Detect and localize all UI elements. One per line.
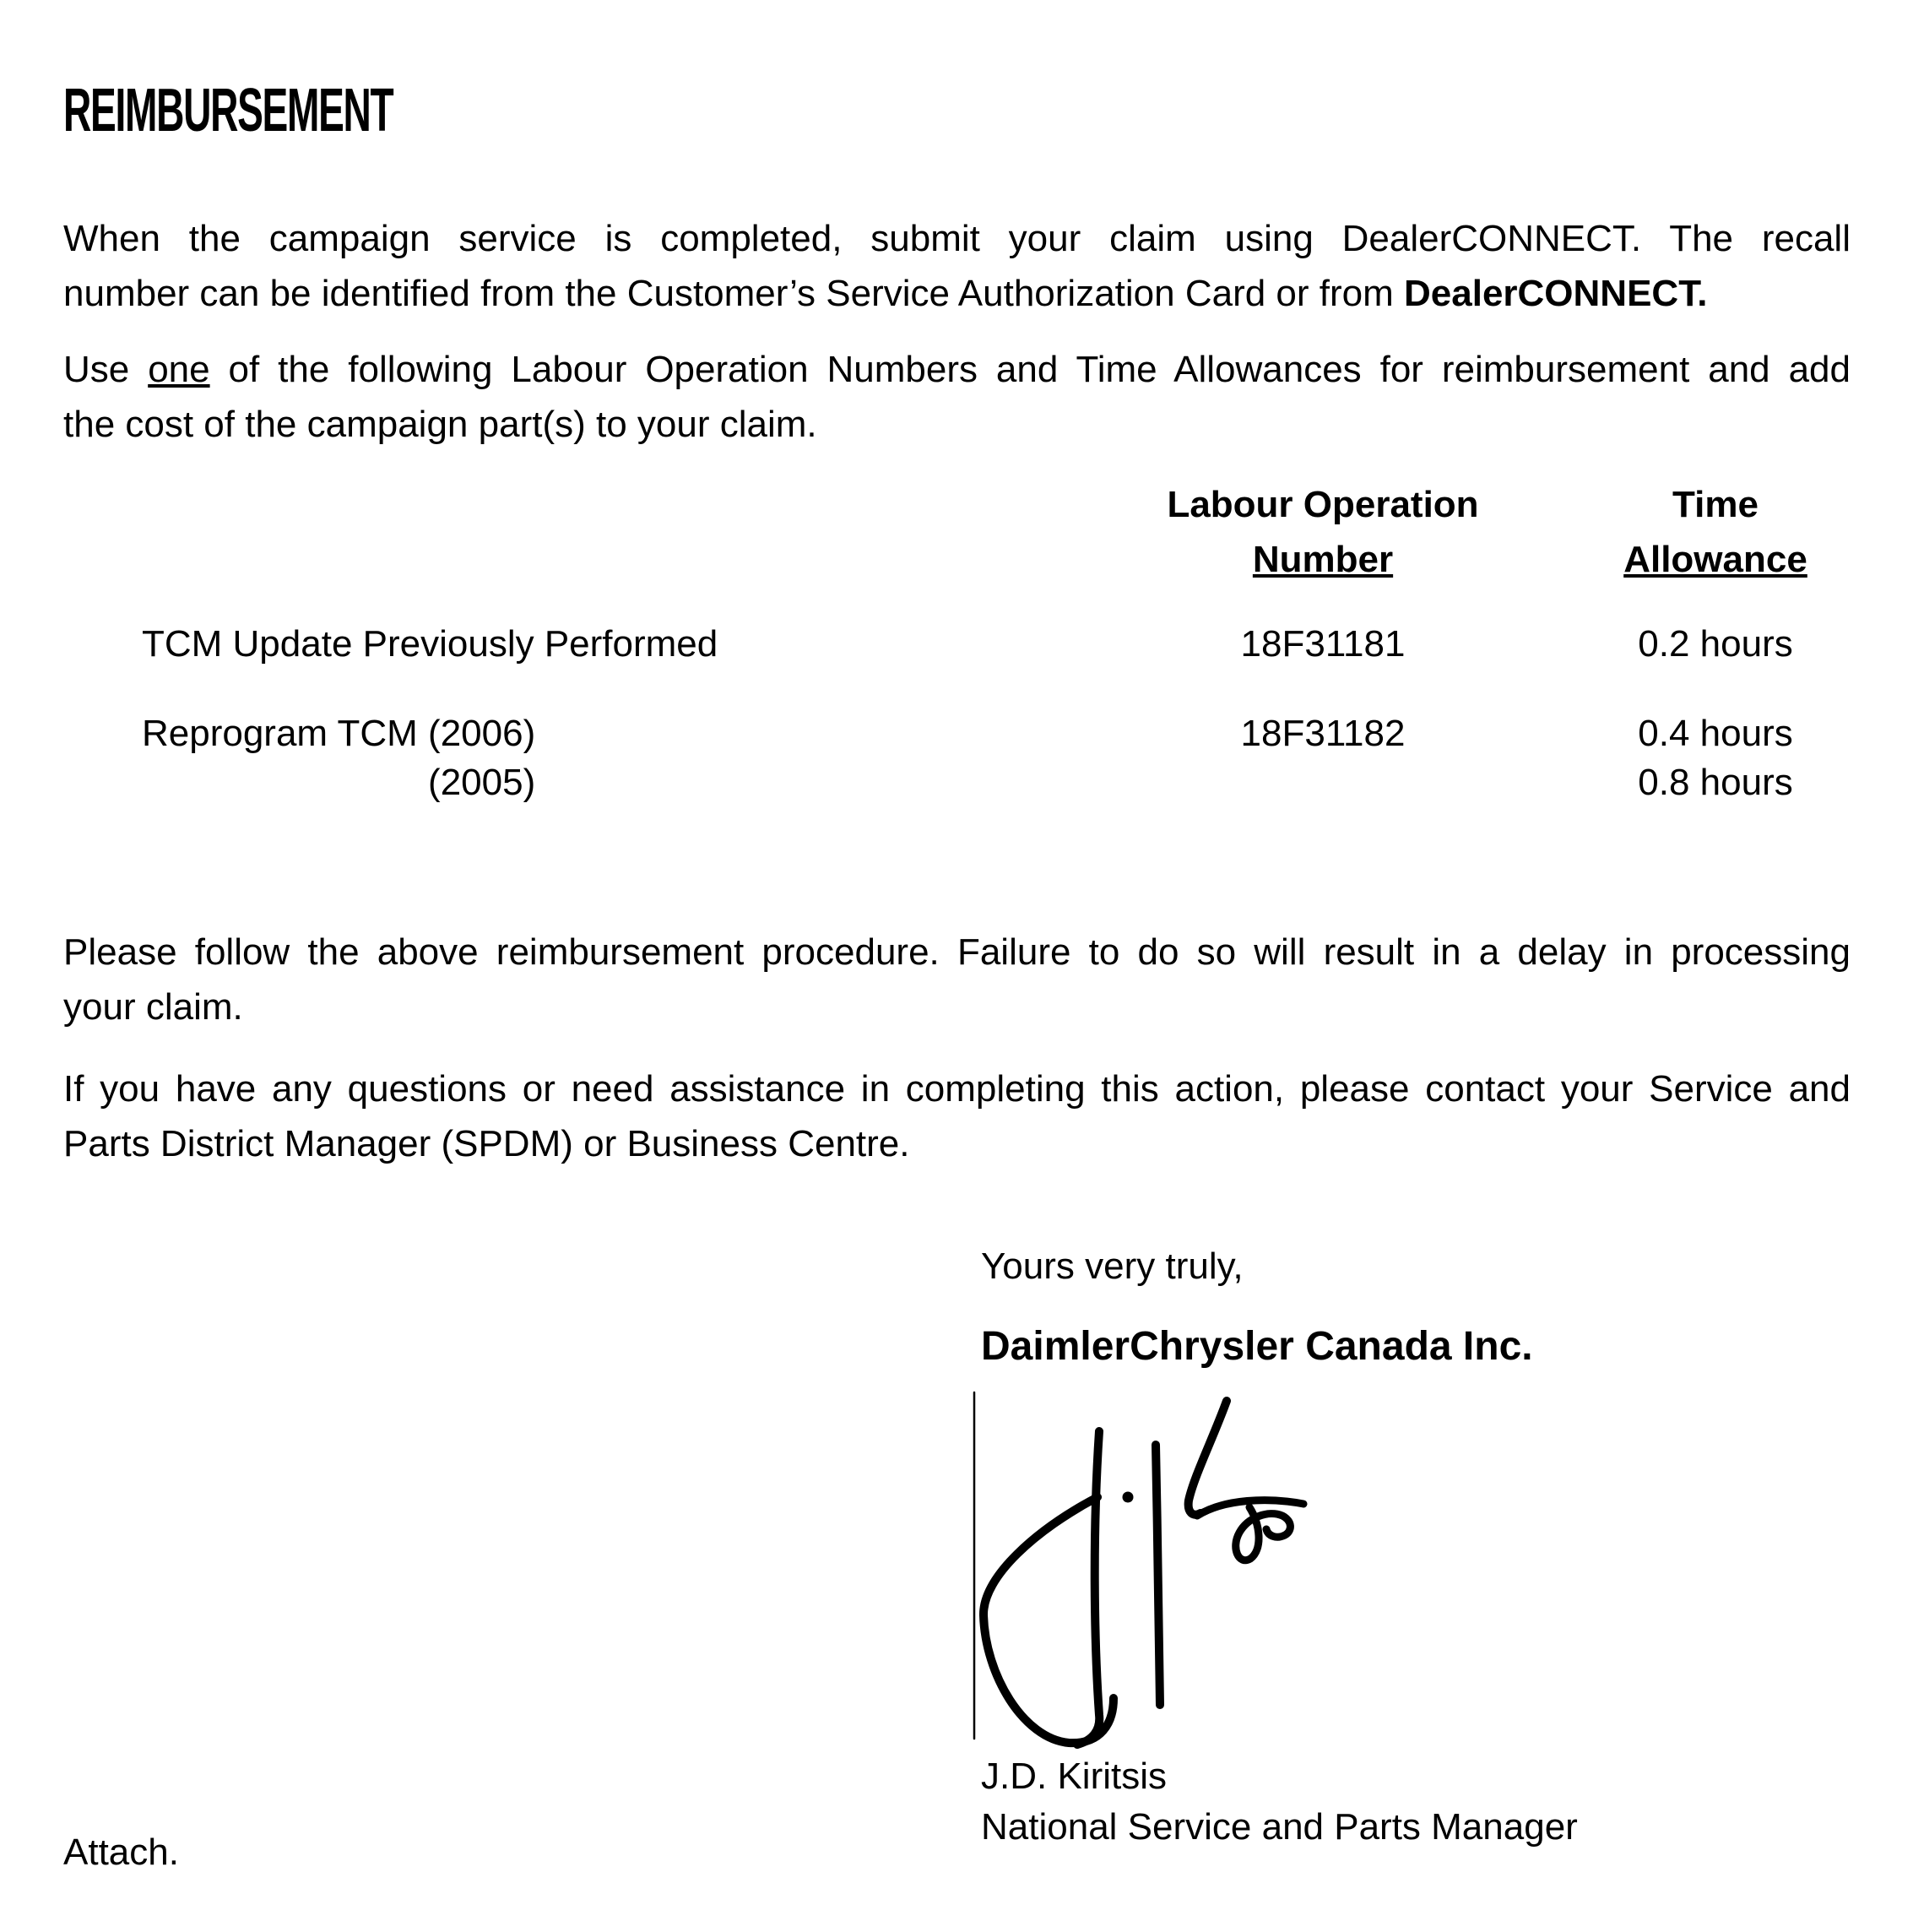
signatory-title: National Service and Parts Manager [981, 1806, 1578, 1848]
header-allowance-text: Allowance [1623, 539, 1807, 580]
header-number-text: Number [1252, 539, 1394, 580]
time-04-hours-text: 0.4 hours [1638, 713, 1793, 754]
procedure-line1-text: Please follow the above reimbursement procedure. Failure to do so will result in a delay in processing [63, 931, 1851, 973]
reprogram-label-text: Reprogram TCM [142, 713, 429, 754]
paragraph-labour-op-line1 [63, 342, 1851, 397]
table-row-tcm-update-label: TCM Update Previously Performed [142, 623, 718, 665]
table-row-tcm-update-number: 18F31181 [1240, 623, 1406, 665]
table-row-reprogram-label [142, 709, 1062, 807]
company-name: DaimlerChrysler Canada Inc. [981, 1324, 1533, 1369]
paragraph-claim-line2-text: number can be identified from the Customer’s Service Authorization Card or from [63, 273, 1404, 314]
signature-handwriting-icon [971, 1389, 1334, 1752]
paragraph-procedure-line1 [63, 925, 1851, 980]
table-header-labour-operation-number [1065, 477, 1580, 587]
paragraph-claim-line1 [63, 211, 1851, 266]
table-row-tcm-update-time: 0.2 hours [1638, 623, 1793, 665]
procedure-line2-text: your claim. [63, 986, 243, 1028]
year-2005-text: (2005) [428, 762, 536, 803]
year-2006-text: (2006) [428, 713, 536, 754]
paragraph-questions-line2 [63, 1116, 1851, 1171]
signature-block [971, 1389, 1334, 1752]
one-underlined-text: one [148, 349, 210, 390]
dealerconnect-bold-text: DealerCONNECT. [1404, 273, 1708, 314]
header-time-text: Time [1672, 484, 1759, 525]
closing-salutation: Yours very truly, [981, 1245, 1244, 1287]
labour-op-pre-text: Use [63, 349, 149, 390]
reprogram-year-lines [428, 709, 535, 807]
table-row-reprogram-number: 18F31182 [1240, 713, 1406, 754]
signatory-name: J.D. Kiritsis [981, 1756, 1167, 1797]
time-08-hours-text: 0.8 hours [1638, 762, 1793, 803]
header-labour-operation-text: Labour Operation [1167, 484, 1479, 525]
attachment-note: Attach. [63, 1832, 179, 1873]
labour-op-post-text: of the following Labour Operation Numbers and Time Allowances for reimbursement and add [209, 349, 1851, 390]
paragraph-procedure-line2 [63, 980, 1851, 1034]
questions-line2-text: Parts District Manager (SPDM) or Business Centre. [63, 1123, 910, 1164]
table-header-time-allowance [1580, 477, 1851, 587]
questions-line1-text: If you have any questions or need assistance in completing this action, please contact your Service and [63, 1068, 1851, 1110]
page-title: REIMBURSEMENT [63, 77, 393, 144]
table-row-reprogram-time [1580, 709, 1851, 807]
labour-op-line2-text: the cost of the campaign part(s) to your claim. [63, 404, 817, 445]
paragraph-claim-line2 [63, 266, 1851, 321]
paragraph-questions-line1 [63, 1061, 1851, 1116]
paragraph-labour-op-line2 [63, 397, 1851, 452]
paragraph-claim-line1-text: When the campaign service is completed, submit your claim using DealerCONNECT. The recall [63, 218, 1851, 259]
